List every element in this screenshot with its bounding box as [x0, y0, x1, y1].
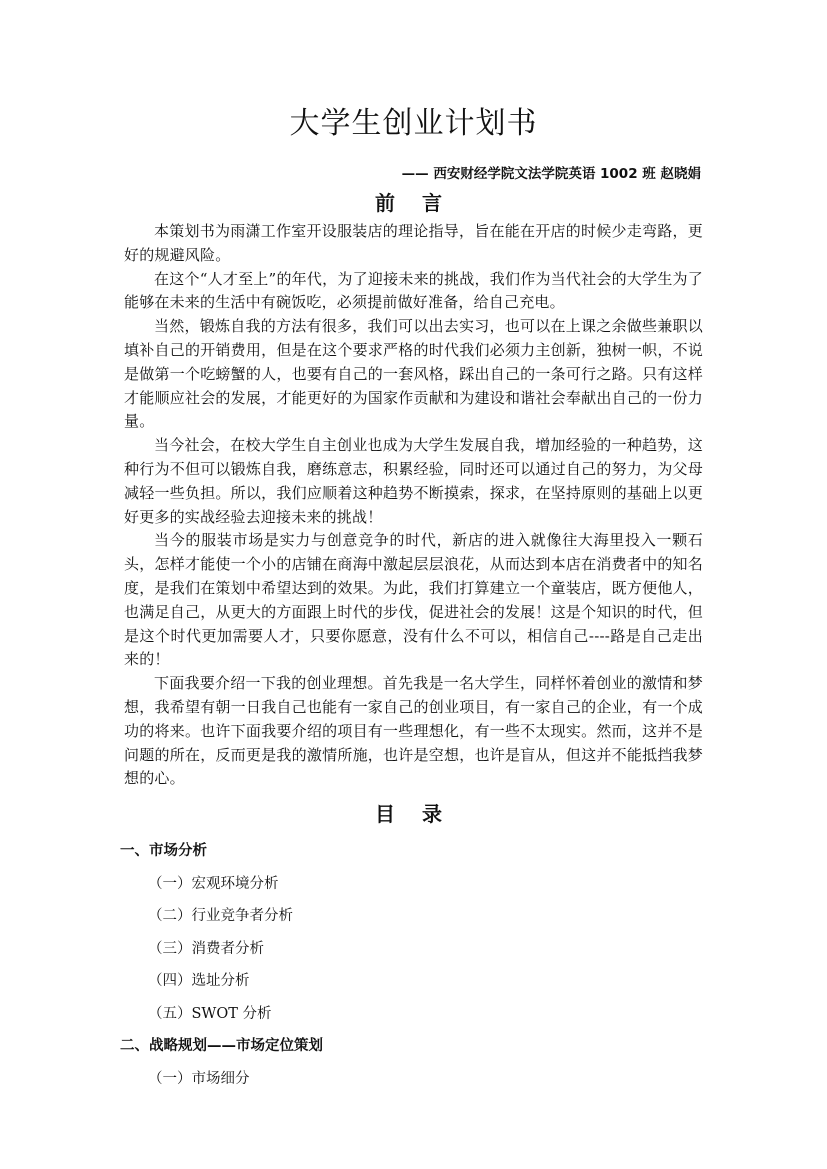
author-line: —— 西安财经学院文法学院英语 1002 班 赵晓娟 — [401, 166, 701, 182]
preface-paragraph: 下面我要介绍一下我的创业理想。首先我是一名大学生，同样怀着创业的激情和梦想，我希望有朝一日我自己也能有一家自己的创业项目，有一家自己的企业，有一个成功的将来。也许下面我要介绍的项目有一些理想化，有一些不太现实。然而，这并不是问题的所在，反而更是我的激情所施，也许是空想，也许是盲从，但这并不能抵挡我梦想的心。 — [124, 674, 703, 788]
toc-item-level2: （三）消费者分析 — [148, 940, 264, 957]
document-title: 大学生创业计划书 — [289, 106, 538, 141]
toc-item-level2: （四）选址分析 — [148, 973, 250, 990]
toc-item-level1: 二、战略规划——市场定位策划 — [120, 1038, 323, 1055]
preface-paragraph: 在这个“人才至上”的年代，为了迎接未来的挑战，我们作为当代社会的大学生为了能够在未来的生活中有碗饭吃，必须提前做好准备，给自己充电。 — [124, 269, 703, 312]
preface-paragraph: 本策划书为雨潇工作室开设服装店的理论指导，旨在能在开店的时候少走弯路，更好的规避风险。 — [124, 222, 703, 264]
preface-body — [124, 220, 703, 791]
toc-item-level2: （五）SWOT 分析 — [148, 1005, 272, 1022]
preface-paragraph: 当然，锻炼自我的方法有很多，我们可以出去实习，也可以在上课之余做些兼职以填补自己的开销费用，但是在这个要求严格的时代我们必须力主创新，独树一帜，不说是做第一个吃螃蟹的人，也要有自己的一套风格，踩出自己的一条可行之路。只有这样才能顺应社会的发展，才能更好的为国家作贡献和为建设和谐社会奉献出自己的一份力量。 — [124, 317, 703, 431]
preface-heading: 前 言 — [375, 191, 452, 215]
table-of-contents — [120, 835, 703, 1095]
toc-item-level2: （二）行业竞争者分析 — [148, 908, 293, 925]
toc-item-level1: 一、市场分析 — [120, 843, 207, 860]
preface-paragraph: 当今的服装市场是实力与创意竞争的时代，新店的进入就像往大海里投入一颗石头，怎样才能使一个小的店铺在商海中激起层层浪花，从而达到本店在消费者中的知名度，是我们在策划中希望达到的效果。为此，我们打算建立一个童装店，既方便他人，也满足自己，从更大的方面跟上时代的步伐，促进社会的发展！这是个知识的时代，但是这个时代更加需要人才，只要你愿意，没有什么不可以，相信自己----路是自己走出来的！ — [124, 531, 703, 669]
toc-item-level2: （一）市场细分 — [148, 1070, 250, 1087]
toc-heading: 目 录 — [375, 802, 452, 827]
toc-item-level2: （一）宏观环境分析 — [148, 875, 279, 892]
preface-paragraph: 当今社会，在校大学生自主创业也成为大学生发展自我，增加经验的一种趋势，这种行为不但可以锻炼自我，磨练意志，积累经验，同时还可以通过自己的努力，为父母减轻一些负担。所以，我们应顺着这种趋势不断摸索，探求，在坚持原则的基础上以更好更多的实战经验去迎接未来的挑战！ — [124, 436, 703, 526]
